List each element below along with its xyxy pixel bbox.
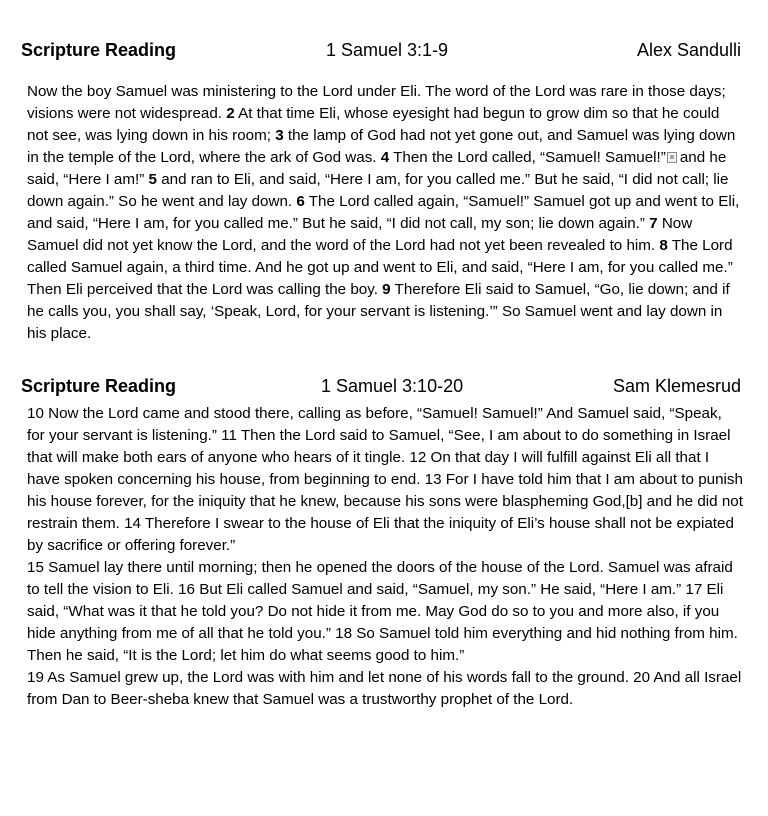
scripture-reference: 1 Samuel 3:1-9 (326, 40, 449, 60)
passage-text-2 (27, 403, 743, 711)
section-header-1 (21, 40, 741, 64)
verse-text: the lamp of God had not yet gone out, and Samuel was lying down in the temple of the Lord, where the ark of God was. (27, 127, 736, 166)
verse-text: Then the Lord called, “Samuel! Samuel!” (389, 149, 666, 166)
verse-number: 7 (649, 215, 658, 232)
verse-text: and he said, “Here I am!” (27, 149, 727, 188)
scripture-reference: 1 Samuel 3:10-20 (321, 376, 464, 396)
section-title: Scripture Reading (21, 40, 177, 60)
verse-text: Now Samuel did not yet know the Lord, and the word of the Lord had not yet been revealed to him. (27, 215, 693, 254)
verse-text: and ran to Eli, and said, “Here I am, for you called me.” But he said, “I did not call; lie down again.” So he went and lay down. (27, 171, 729, 210)
reader-name: Sam Klemesrud (612, 376, 741, 396)
verse-number: 6 (296, 193, 305, 210)
verse-number: 3 (275, 127, 284, 144)
verse-number: 4 (380, 149, 390, 166)
verse-text: The Lord called again, “Samuel!” Samuel got up and went to Eli, and said, “Here I am, for you called me.” But he said, “I did not call, my son; lie down again.” (27, 193, 740, 232)
paragraph: 19 As Samuel grew up, the Lord was with him and let none of his words fall to the ground. 20 And all Israel from Dan to Beer-sheba knew that Samuel was a trustworthy prophet of the Lord. (27, 669, 742, 708)
paragraph: 10 Now the Lord came and stood there, calling as before, “Samuel! Samuel!” And Samuel said, “Speak, for your servant is listening.” 11 Then the Lord said to Samuel, “See, I am about to do something in Israel that will make both ears of anyone who hears of it tingle. 12 On that day I will fulfill against Eli all that I have spoken concerning his house, from beginning to end. 13 For I have told him that I am about to punish his house forever, for the iniquity that he knew, because his sons were blaspheming God,[b] and he did not restrain them. 14 Therefore I swear to the house of Eli that the iniquity of Eli’s house shall not be expiated by sacrifice or offering forever.” (27, 405, 743, 554)
verse-text: Therefore Eli said to Samuel, “Go, lie down; and if he calls you, you shall say, ‘Speak, Lord, for your servant is listening.’” So Samuel went and lay down in his place. (27, 281, 730, 342)
verse-text: At that time Eli, whose eyesight had begun to grow dim so that he could not see, was lying down in his room; (27, 105, 720, 144)
verse-number: 9 (382, 281, 391, 298)
paragraph: 15 Samuel lay there until morning; then he opened the doors of the house of the Lord. Samuel was afraid to tell the vision to Eli. 16 But Eli called Samuel and said, “Samuel, my son.” He said, “Here I am.” 17 Eli said, “What was it that he told you? Do not hide it from me. May God do so to you and more also, if you hide anything from me of all that he told you.” 18 So Samuel told him everything and hid nothing from him. Then he said, “It is the Lord; let him do what seems good to him.” (27, 559, 738, 664)
verse-text: The Lord called Samuel again, a third time. And he got up and went to Eli, and said, “Here I am, for you called me.” Then Eli perceived that the Lord was calling the boy. (27, 237, 733, 298)
verse-text: Now the boy Samuel was ministering to the Lord under Eli. The word of the Lord was rare in those days; visions were not widespread. (27, 83, 726, 122)
reader-name: Alex Sandulli (636, 40, 741, 60)
verse-number: 2 (226, 105, 235, 122)
footnote-icon[interactable] (667, 152, 677, 163)
section-header-2 (21, 376, 741, 400)
verse-number: 8 (659, 237, 668, 254)
verse-number: 5 (148, 171, 157, 188)
section-title: Scripture Reading (21, 376, 177, 396)
passage-text-1 (27, 81, 743, 345)
paragraph (27, 81, 743, 345)
